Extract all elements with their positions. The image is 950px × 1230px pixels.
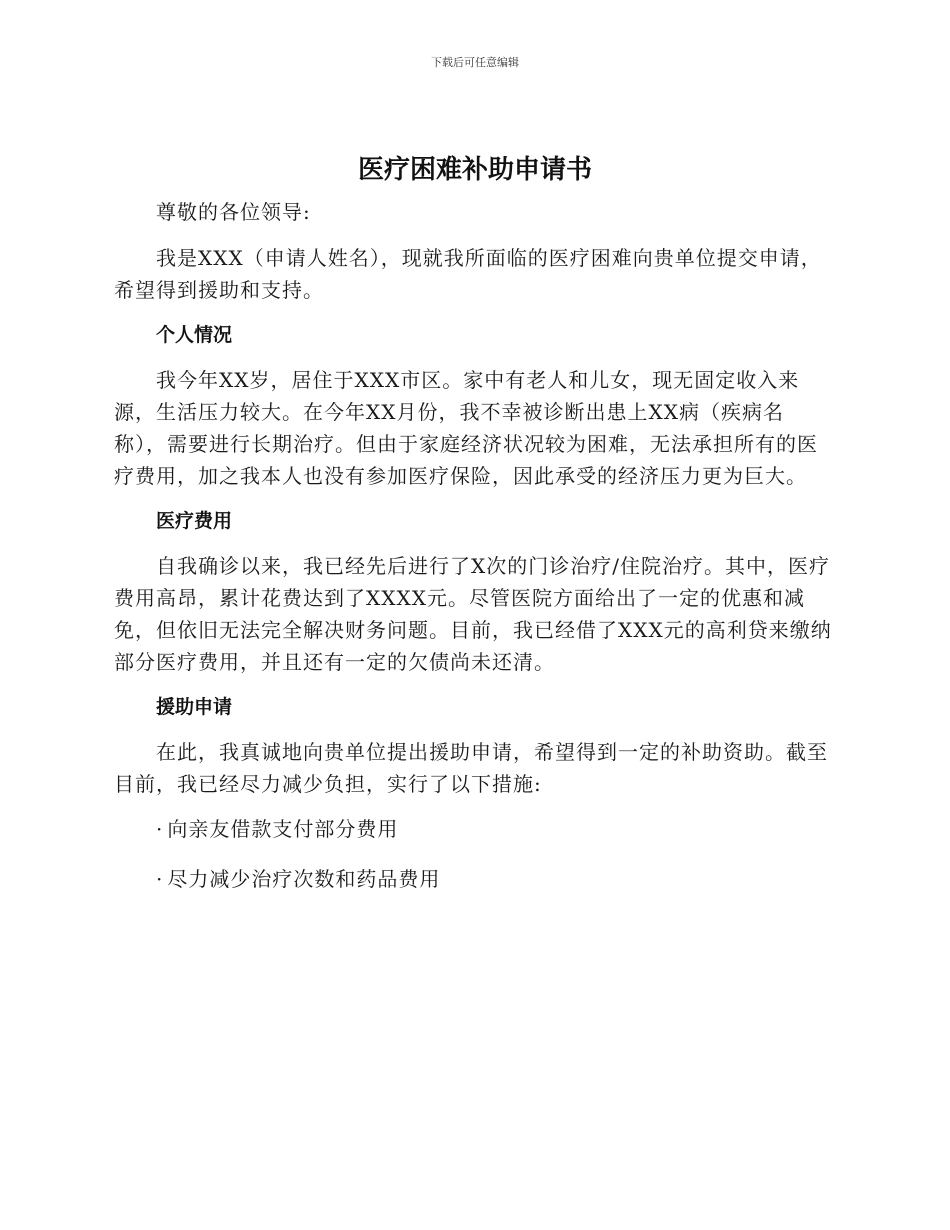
greeting: 尊敬的各位领导: xyxy=(156,200,311,224)
section-paragraph-aid-request: 在此，我真诚地向贵单位提出援助申请，希望得到一定的补助资助。截至目前，我已经尽力减少负担，实行了以下措施: xyxy=(114,740,828,796)
bullet-item xyxy=(114,813,836,845)
section-heading-personal: 个人情况 xyxy=(156,324,233,346)
section-paragraph-medical-costs: 自我确诊以来，我已经先后进行了X次的门诊治疗/住院治疗。其中，医疗费用高昂，累计花费达到了XXXX元。尽管医院方面给出了一定的优惠和减免，但依旧无法完全解决财务问题。目前，我已经借了XXX元的高利贷来缴纳部分医疗费用，并且还有一定的欠债尚未还清。 xyxy=(114,554,832,674)
bullet-marker: · xyxy=(156,817,164,841)
document-title: 医疗困难补助申请书 xyxy=(357,155,592,185)
intro-paragraph: 我是XXX（申请人姓名），现就我所面临的医疗困难向贵单位提交申请，希望得到援助和支持。 xyxy=(114,246,822,302)
bullet-marker: · xyxy=(156,867,164,891)
section-paragraph-personal: 我今年XX岁，居住于XXX市区。家中有老人和儿女，现无固定收入来源，生活压力较大。在今年XX月份，我不幸被诊断出患上XX病（疾病名称），需要进行长期治疗。但由于家庭经济状况较为困难，无法承担所有的医疗费用，加之我本人也没有参加医疗保险，因此承受的经济压力更为巨大。 xyxy=(114,368,818,488)
section-heading-aid-request: 援助申请 xyxy=(156,696,233,718)
bullet-text: 尽力减少治疗次数和药品费用 xyxy=(167,867,441,891)
bullet-text: 向亲友借款支付部分费用 xyxy=(167,817,399,841)
bullet-item xyxy=(114,863,836,895)
header-note: 下载后可任意编辑 xyxy=(431,56,519,69)
document-body xyxy=(114,150,836,913)
section-heading-medical-costs: 医疗费用 xyxy=(156,510,233,532)
